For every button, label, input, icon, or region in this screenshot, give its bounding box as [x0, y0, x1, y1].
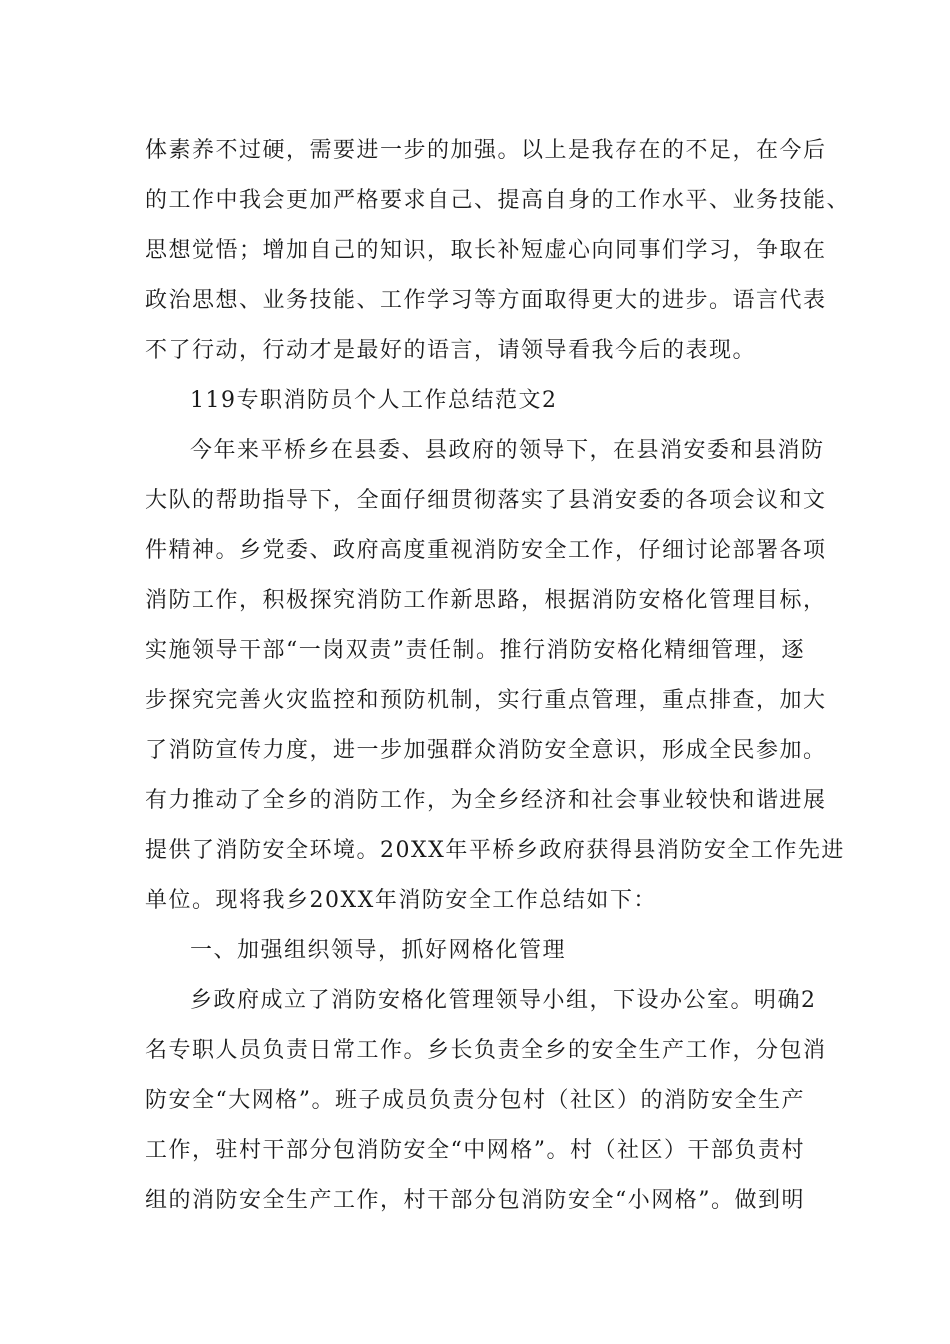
text-line-14: 有力推动了全乡的消防工作，为全乡经济和社会事业较快和谐进展	[145, 788, 827, 813]
text-line-20: 防安全“大网格”。班子成员负责分包村（社区）的消防安全生产	[145, 1088, 805, 1113]
text-line-9: 件精神。乡党委、政府高度重视消防安全工作，仔细讨论部署各项	[145, 538, 827, 563]
section-title: 119专职消防员个人工作总结范文2	[190, 388, 558, 413]
text-line-15: 提供了消防安全环境。20XX年平桥乡政府获得县消防安全工作先进	[145, 838, 845, 863]
text-line-1: 体素养不过硬，需要进一步的加强。以上是我存在的不足，在今后	[145, 138, 827, 163]
text-line-2: 的工作中我会更加严格要求自己、提高自身的工作水平、业务技能、	[145, 188, 851, 213]
text-line-18: 乡政府成立了消防安格化管理领导小组，下设办公室。明确2	[190, 988, 817, 1013]
text-line-3: 思想觉悟；增加自己的知识，取长补短虚心向同事们学习，争取在	[145, 238, 827, 263]
text-line-7: 今年来平桥乡在县委、县政府的领导下，在县消安委和县消防	[190, 438, 825, 463]
text-line-11: 实施领导干部“一岗双责”责任制。推行消防安格化精细管理，逐	[145, 638, 805, 663]
text-line-8: 大队的帮助指导下，全面仔细贯彻落实了县消安委的各项会议和文	[145, 488, 827, 513]
text-line-13: 了消防宣传力度，进一步加强群众消防安全意识，形成全民参加。	[145, 738, 827, 763]
text-line-5: 不了行动，行动才是最好的语言，请领导看我今后的表现。	[145, 338, 757, 363]
text-line-12: 步探究完善火灾监控和预防机制，实行重点管理，重点排查，加大	[145, 688, 827, 713]
subsection-heading: 一、加强组织领导，抓好网格化管理	[190, 938, 567, 963]
text-line-16: 单位。现将我乡20XX年消防安全工作总结如下：	[145, 888, 657, 913]
text-line-10: 消防工作，积极探究消防工作新思路，根据消防安格化管理目标，	[145, 588, 827, 613]
text-line-4: 政治思想、业务技能、工作学习等方面取得更大的进步。语言代表	[145, 288, 827, 313]
text-line-22: 组的消防安全生产工作，村干部分包消防安全“小网格”。做到明	[145, 1188, 805, 1213]
text-line-21: 工作，驻村干部分包消防安全“中网格”。村（社区）干部负责村	[145, 1138, 805, 1163]
text-line-19: 名专职人员负责日常工作。乡长负责全乡的安全生产工作，分包消	[145, 1038, 827, 1063]
